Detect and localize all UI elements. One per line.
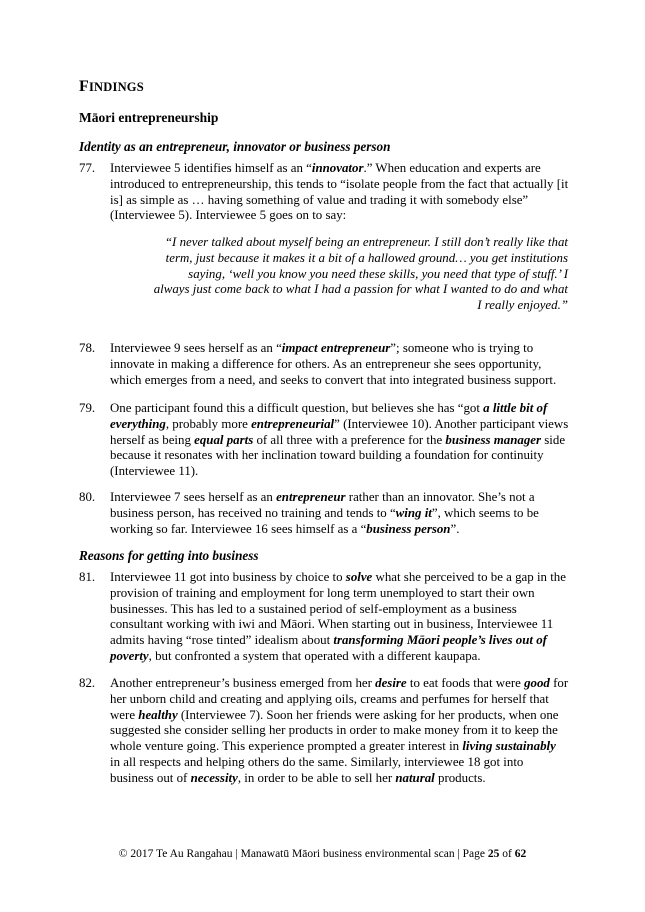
text-run: to eat foods that were xyxy=(406,676,525,690)
emphasis-run: living sustainably xyxy=(462,739,556,754)
block-quote: “I never talked about myself being an entrepreneur. I still don’t really like that term, just because it makes it a bit of a hallowed ground… you get institutions saying, ‘well you know you need these skills, you need that type of stuff.’ I always just come back to what I had a passion for what I wanted to do and what I really enjoyed.” xyxy=(153,235,568,313)
text-run: ” (Interviewee 10). Another participant views herself as being xyxy=(110,416,569,447)
emphasis-run: transforming Māori people’s lives out of poverty xyxy=(110,633,547,663)
emphasis-run: business person xyxy=(366,521,451,536)
text-run: .” When education and experts are introduced to entrepreneurship, this tends to “isolate people from the fact that actually [it is] as simple as … having something of value and trading it with somebody else” (Interviewee 5). Interviewee 5 goes on to say: xyxy=(110,161,569,223)
paragraph-body xyxy=(110,490,569,537)
paragraph-78 xyxy=(79,341,569,388)
heading-initial: F xyxy=(79,78,89,95)
subsection-reasons: Reasons for getting into business xyxy=(79,548,259,563)
text-run: Interviewee 9 sees herself as an “ xyxy=(110,341,282,355)
text-run: of all three with a preference for the xyxy=(253,432,446,447)
emphasis-run: innovator xyxy=(311,161,364,175)
emphasis-run: healthy xyxy=(138,707,178,722)
text-run: Interviewee 7 sees herself as an xyxy=(110,490,277,504)
text-run: Interviewee 5 identifies himself as an “ xyxy=(110,161,312,175)
emphasis-run: a little bit of everything xyxy=(110,401,548,431)
subsection-identity: Identity as an entrepreneur, innovator or business person xyxy=(79,139,391,154)
footer-text: © 2017 Te Au Rangahau | Manawatū Māori business environmental scan | Page xyxy=(118,848,488,860)
page-footer xyxy=(0,848,645,860)
text-run: , probably more xyxy=(165,416,252,431)
emphasis-run: necessity xyxy=(190,770,238,785)
text-run: products. xyxy=(434,770,486,785)
text-run: what she perceived to be a gap in the provision of training and employment for long term unemployed to start their own businesses. This has led to a sustained period of self-employment as a business consultant working with iwi and Māori. When starting out in business, Interviewee 11 admits having “rose tinted” idealism about xyxy=(110,570,566,648)
paragraph-number: 77. xyxy=(79,161,96,175)
text-run: ”. xyxy=(450,521,460,536)
text-run: side because it resonates with her inclination toward building a foundation for continuity (Interviewee 11). xyxy=(110,432,566,479)
paragraph-77 xyxy=(79,161,569,224)
emphasis-run: solve xyxy=(345,570,373,584)
text-run: ”, which seems to be working so far. Interviewee 16 sees himself as a “ xyxy=(110,505,539,536)
emphasis-run: wing it xyxy=(395,505,432,520)
emphasis-run: business manager xyxy=(445,432,542,447)
paragraph-body xyxy=(110,570,569,665)
paragraph-number: 78. xyxy=(79,341,96,355)
paragraph-82 xyxy=(79,676,569,787)
paragraph-body xyxy=(110,676,569,787)
heading-rest: INDINGS xyxy=(88,80,144,94)
emphasis-run: impact entrepreneur xyxy=(281,341,391,355)
text-run: (Interviewee 7). Soon her friends were asking for her products, when one suggested she consider selling her products in order to make money from it to keep the whole venture going. This experience prompted a greater interest in xyxy=(110,707,559,754)
text-run: , in order to be able to sell her xyxy=(237,770,396,785)
text-run: One participant found this a difficult question, but believes she has “got xyxy=(110,401,484,415)
emphasis-run: equal parts xyxy=(194,432,254,447)
findings-heading xyxy=(79,78,144,96)
paragraph-body xyxy=(110,341,569,388)
paragraph-number: 81. xyxy=(79,570,96,584)
text-run: ”; someone who is trying to innovate in making a difference for others. As an entrepreneur she sees opportunity, which emerges from a need, and seeks to convert that into integrated business support. xyxy=(110,341,557,387)
emphasis-run: desire xyxy=(375,676,407,690)
text-run: Another entrepreneur’s business emerged from her xyxy=(110,676,376,690)
paragraph-body xyxy=(110,161,569,224)
text-run: Interviewee 11 got into business by choice to xyxy=(110,570,346,584)
text-run: in all respects and helping others do the same. Similarly, interviewee 18 got into business out of xyxy=(110,754,524,785)
emphasis-run: natural xyxy=(395,770,435,785)
text-run: rather than an innovator. She’s not a business person, has received no training and tends to “ xyxy=(110,490,535,520)
emphasis-run: entrepreneur xyxy=(276,490,346,504)
text-run: , but confronted a system that operated with a different kaupapa. xyxy=(148,648,481,663)
page-total: 62 xyxy=(514,848,527,860)
emphasis-run: good xyxy=(524,676,550,690)
text-run: for her unborn child and creating and applying oils, creams and perfumes for herself that were xyxy=(110,676,569,722)
page-number: 25 xyxy=(487,848,500,860)
paragraph-79 xyxy=(79,401,569,480)
emphasis-run: entrepreneurial xyxy=(251,416,335,431)
paragraph-number: 82. xyxy=(79,676,96,690)
footer-of: of xyxy=(499,848,515,860)
paragraph-81 xyxy=(79,570,569,665)
paragraph-80 xyxy=(79,490,569,537)
paragraph-number: 80. xyxy=(79,490,96,504)
section-title: Māori entrepreneurship xyxy=(79,110,219,125)
paragraph-number: 79. xyxy=(79,401,96,415)
paragraph-body xyxy=(110,401,569,480)
